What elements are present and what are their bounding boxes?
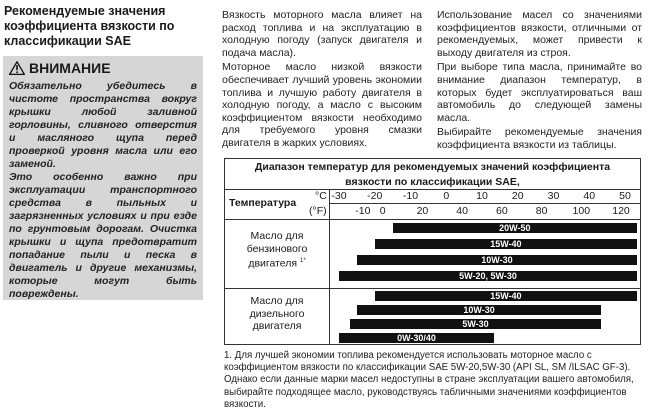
celsius-tick-label: 10 [476,190,488,202]
celsius-tick-label: 20 [511,190,524,202]
viscosity-grade-bar: 5W-30 [350,319,602,329]
warning-triangle-icon [9,61,25,75]
celsius-unit: °C [315,190,327,202]
fahrenheit-unit: (°F) [309,205,327,217]
warning-heading-text: ВНИМАНИЕ [29,60,111,76]
diesel-label [225,295,329,333]
scale-divider [329,203,640,204]
section-divider [329,220,330,288]
celsius-tick-label: 0 [443,190,450,202]
warning-box [3,56,203,300]
celsius-tick-label: -10 [402,190,419,202]
footnote-marker: 1* [300,258,306,264]
gasoline-label [225,230,329,270]
fahrenheit-tick-label: 60 [496,205,508,217]
viscosity-grade-bar: 5W-20, 5W-30 [339,271,637,281]
viscosity-grade-bar: 15W-40 [375,239,637,249]
footnote: 1. Для лучшей экономии топлива рекомендуется использовать моторное масло с коэффициентом вязкости по классификации SAE 5W-20,5W-30 (API SL, SM /ILSAC GF-3). Однако если данные марки масел недоступны в стране эксплуатации вашего автомобиля, выбирайте подходящее масло, руководствуясь табличными значениями коэффициентов вязкости. [224,350,634,410]
viscosity-grade-bar: 10W-30 [357,255,637,265]
viscosity-grade-bar: 10W-30 [357,305,601,315]
paragraph: Вязкость моторного масла влияет на расход топлива и на эксплуатацию в холодную погоду (запуск двигателя и подача масла). [222,9,422,59]
celsius-tick-label: 30 [547,190,560,202]
celsius-tick-label: 40 [583,190,596,202]
text-column-2 [222,9,422,152]
viscosity-grade-bar: 0W-30/40 [339,333,494,343]
section-title: Рекомендуемые значения коэффициента вязкости по классификации SAE [4,4,175,48]
diesel-label-line: двигателя [252,320,302,332]
warning-paragraph: Это особенно важно при эксплуатации транспортного средства в пыльных и загрязненных условиях и при езде по грунтовым дорогам. Очистка крышки и щупа предотвратит попадание пыли и песка в двигатель и другие механизмы, которые могут быть повреждены. [9,171,197,300]
fahrenheit-tick-label: 100 [572,205,591,217]
viscosity-grade-bar: 15W-40 [375,291,637,301]
celsius-tick-label: -30 [331,190,347,202]
table-title-line1: Диапазон температур для рекомендуемых значений коэффициента [254,161,611,173]
table-title [225,159,640,190]
warning-heading [9,60,111,76]
gasoline-label-line: бензинового [246,242,308,255]
fahrenheit-tick-label: 0 [379,205,386,217]
gasoline-label-line [225,255,329,270]
paragraph: При выборе типа масла, принимайте во внимание диапазон температур, в которых будет эксплуатироваться ваш автомобиль до следующей замены масла. [437,61,642,124]
gasoline-section [225,220,640,289]
celsius-tick-label: -20 [367,190,383,202]
text-column-3 [437,9,642,154]
warning-text [9,80,197,301]
viscosity-table [224,158,641,345]
diesel-label-line: Масло для [250,295,304,307]
fahrenheit-tick-label: 80 [535,205,548,217]
paragraph: Выбирайте рекомендуемые значения коэффициента вязкости из таблицы. [437,126,642,151]
celsius-tick-label: 50 [619,190,631,202]
diesel-label-line: дизельного [249,307,305,320]
fahrenheit-tick-label: 20 [416,205,429,217]
fahrenheit-tick-label: 120 [612,205,630,217]
diesel-section [225,289,640,344]
fahrenheit-tick-label: -10 [355,205,371,217]
gasoline-label-line: Масло для [250,230,304,242]
temperature-header-row [225,189,640,220]
section-divider [329,289,330,344]
fahrenheit-tick-label: 40 [456,205,468,217]
header-divider [329,189,330,219]
paragraph: Моторное масло низкой вязкости обеспечивает лучший уровень экономии топлива и лучшую работу двигателя в холодную погоду, а масло с высоким коэффициентом вязкости необходимо для требуемого уровня смазки двигателя в жарких условиях. [222,61,422,149]
paragraph: Использование масел со значениями коэффициентов вязкости, отличными от рекомендуемых, может привести к выходу двигателя из строя. [437,9,642,59]
viscosity-grade-bar: 20W-50 [393,223,637,233]
temperature-label: Температура [229,197,297,209]
table-title-line2: вязкости по классификации SAE, [345,176,520,188]
gasoline-label-line3: двигателя [248,257,298,270]
warning-paragraph: Обязательно убедитесь в чистоте пространства вокруг крышки любой заливной горловины, сливного отверстия и масляного щупа перед проверкой уровня масла или его заменой. [9,80,197,170]
